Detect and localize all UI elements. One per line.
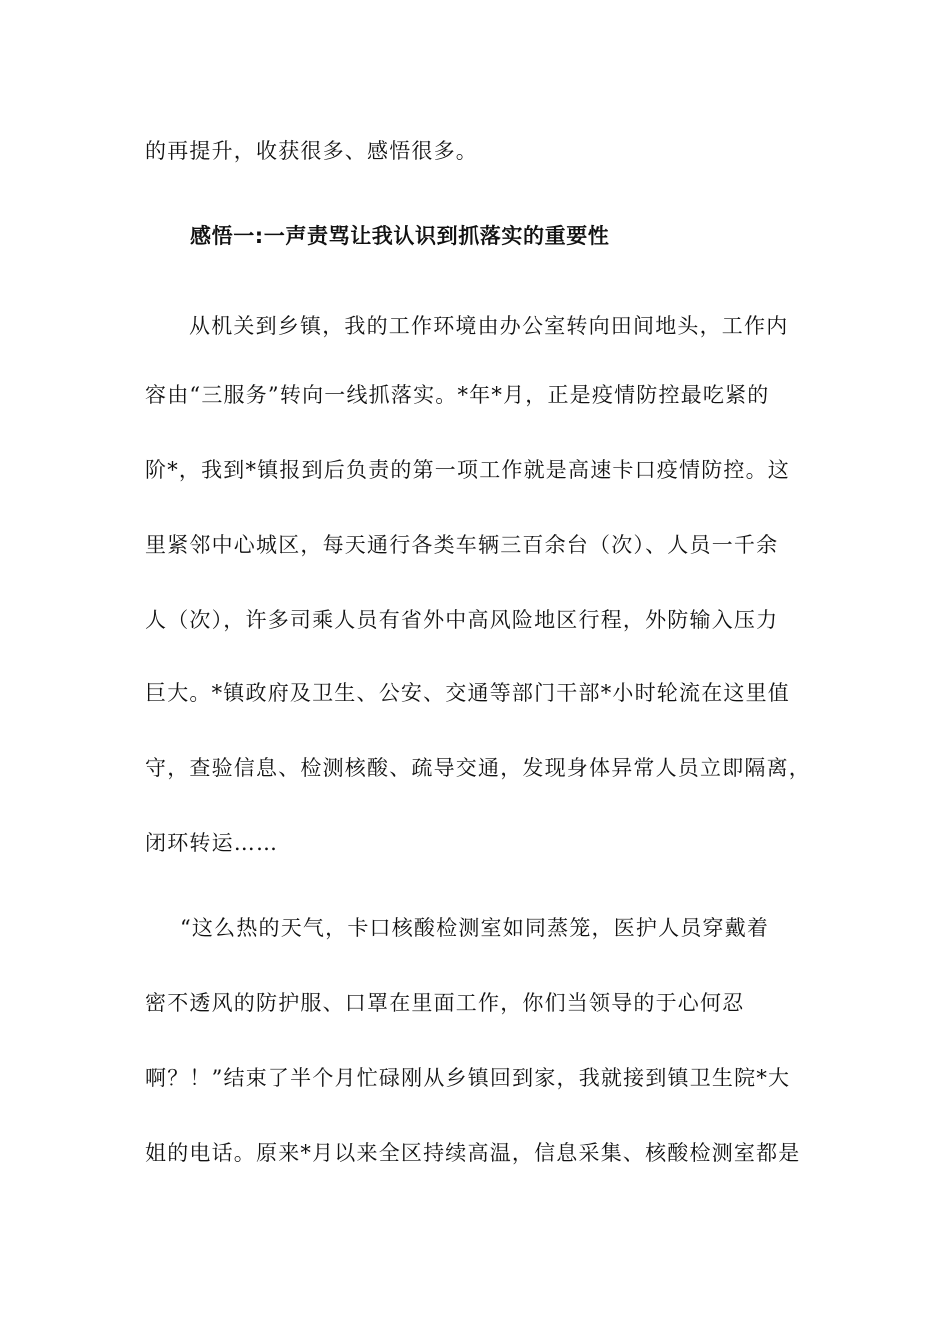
paragraph-line: 的再提升，收获很多、感悟很多。 bbox=[145, 139, 478, 163]
paragraph-line: 巨大。*镇政府及卫生、公安、交通等部门干部*小时轮流在这里值 bbox=[145, 681, 790, 705]
paragraph-line: 人（次），许多司乘人员有省外中高风险地区行程，外防输入压力 bbox=[145, 608, 779, 632]
paragraph-line: “这么热的天气，卡口核酸检测室如同蒸笼，医护人员穿戴着 bbox=[180, 916, 770, 940]
paragraph-line: 守，查验信息、检测核酸、疏导交通，发现身体异常人员立即隔离， bbox=[145, 756, 811, 780]
paragraph-line: 姐的电话。原来*月以来全区持续高温，信息采集、核酸检测室都是 bbox=[145, 1141, 801, 1165]
paragraph-line: 密不透风的防护服、口罩在里面工作，你们当领导的于心何忍 bbox=[145, 991, 745, 1015]
paragraph-line: 闭环转运…… bbox=[145, 831, 279, 855]
paragraph-line: 从机关到乡镇，我的工作环境由办公室转向田间地头，工作内 bbox=[189, 314, 789, 338]
paragraph-line: 容由“三服务”转向一线抓落实。*年*月，正是疫情防控最吃紧的 bbox=[145, 383, 770, 407]
paragraph-line: 啊？！”结束了半个月忙碌刚从乡镇回到家，我就接到镇卫生院*大 bbox=[145, 1066, 791, 1090]
paragraph-line: 阶*，我到*镇报到后负责的第一项工作就是高速卡口疫情防控。这 bbox=[145, 458, 790, 482]
section-heading: 感悟一:一声责骂让我认识到抓落实的重要性 bbox=[190, 224, 610, 248]
paragraph-line: 里紧邻中心城区，每天通行各类车辆三百余台（次）、人员一千余 bbox=[145, 533, 779, 557]
